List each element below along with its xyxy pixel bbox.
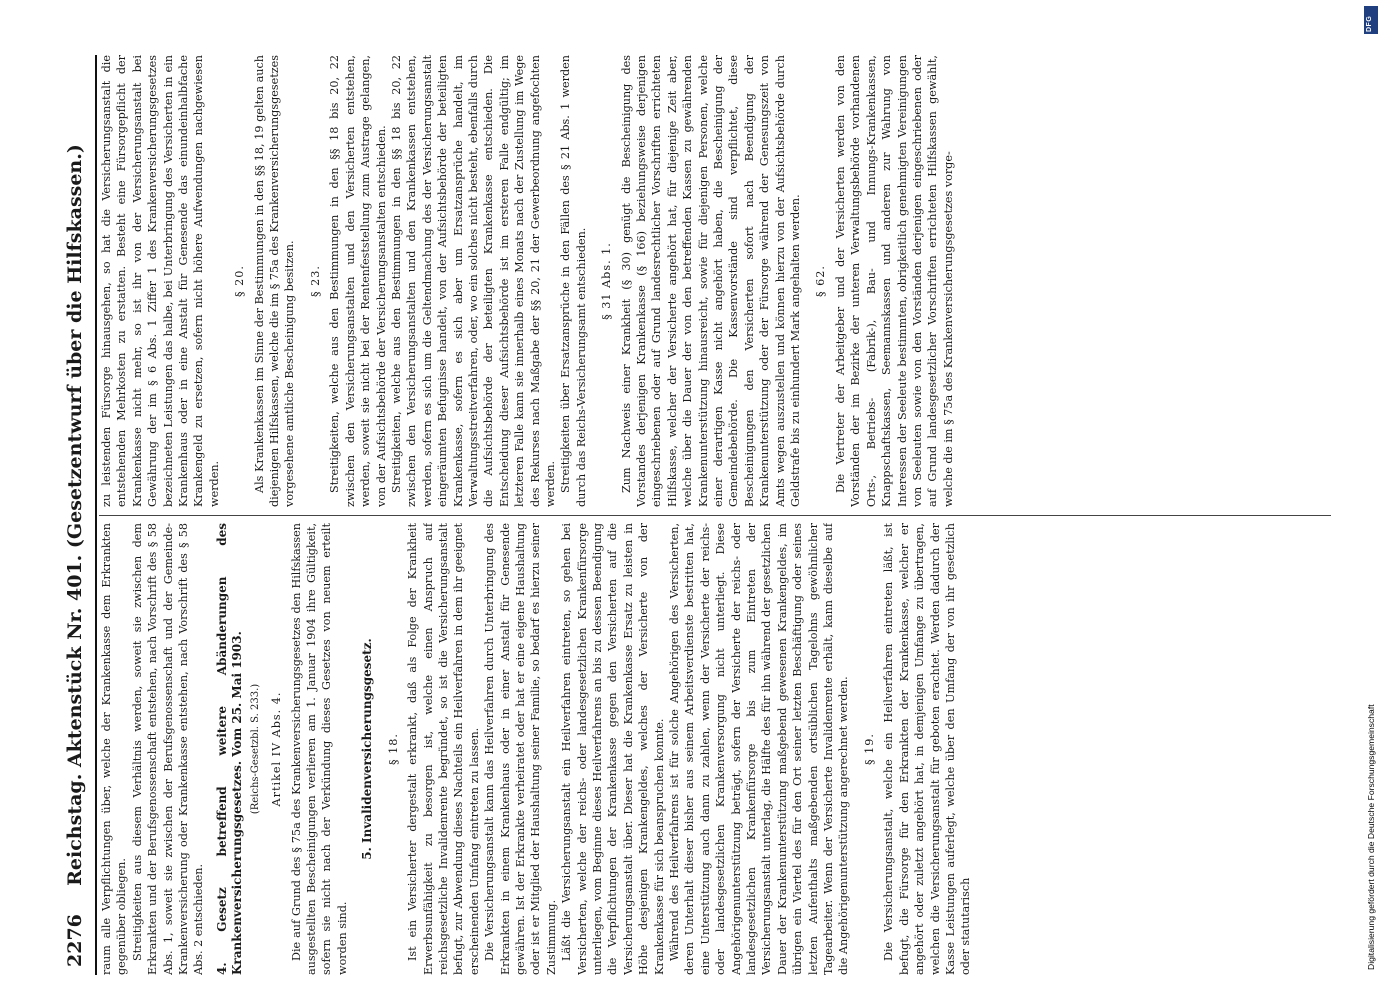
paragraph: Läßt die Versicherungsanstalt ein Heilverfahren eintreten, so gehen bei Versicherten, welche der reichs- oder landesgesetzlichen Krankenfürsorge unterliegen, vom Beginne dieses Heilverfahrens an bis zu dessen Beendigung die Verpflichtungen der Krankenkasse gegen den Versicherten auf die Versicherungsanstalt über. Dieser hat die Krankenkasse Ersatz zu leisten in Höhe desjenigen Krankengeldes, welches der Versicherte von der Krankenkasse für sich beanspruchen konnte. [560, 523, 666, 975]
source-reference: (Reichs-Gesetzbl. S. 233.) [249, 683, 261, 815]
digitization-note-text: Digitalisierung gefördert durch die Deutsche Forschungsgemeinschaft [1366, 704, 1376, 970]
logo-text: DFG [1366, 15, 1373, 32]
paragraph-number: § 23. [308, 265, 322, 297]
rotated-document-page [55, 55, 1335, 975]
right-column [99, 55, 1331, 507]
paragraph-number: § 62. [814, 265, 828, 297]
paragraph: Als Krankenkassen im Sinne der Bestimmungen in den §§ 18, 19 gelten auch diejenigen Hilfskassen, welche die im § 75a des Krankenversicherungsgesetzes vorgesehene amtliche Bescheinigung besitzen. [252, 55, 297, 507]
paragraph-number: § 31 Abs. 1. [600, 242, 614, 320]
paragraph: Zum Nachweis einer Krankheit (§ 30) genügt die Bescheinigung des Vorstandes derjenigen Krankenkasse (§ 166) beziehungsweise derjenigen eingeschriebenen oder auf Grund landesrechtlicher Vorschriften errichteten Hilfskasse, welcher der Versicherte angehört hat, für diejenige Zeit aber, welche über die Dauer der von den betreffenden Kassen zu gewährenden Krankenunterstützung hinausreicht, sowie für diejenigen Personen, welche einer derartigen Kasse nicht angehört haben, die Bescheinigung der Gemeindebehörde. Die Kassenvorstände sind verpflichtet, diese Bescheinigungen den Versicherten sofort nach Beendigung der Krankenunterstützung oder der Fürsorge während der Genesungszeit von Amts wegen auszustellen und können hierzu von der Aufsichtsbehörde durch Geldstrafe bis zu einhundert Mark angehalten werden. [619, 55, 803, 507]
paragraph: Ist ein Versicherter dergestalt erkrankt, daß als Folge der Krankheit Erwerbsunfähigkeit zu besorgen ist, welche einen Anspruch auf reichsgesetzliche Invalidenrente begründet, so ist die Versicherungsanstalt befugt, zur Abwendung dieses Nachteils ein Heilverfahren in dem ihr geeignet erscheinenden Umfang eintreten zu lassen. [406, 523, 481, 975]
text-columns [99, 55, 1331, 975]
section-heading: 5. Invalidenversicherungsgesetz. [360, 638, 375, 860]
paragraph: Die Versicherungsanstalt kann das Heilverfahren durch Unterbringung des Erkrankten in einem Krankenhaus oder in einer Anstalt für Genesende gewähren. Ist der Erkrankte verheiratet oder hat er eine eigene Haushaltung oder ist er Mitglied der Haushaltung seiner Familie, so bedarf es hierzu seiner Zustimmung. [483, 523, 558, 975]
page-number: 2276 [64, 914, 86, 967]
article-heading: Artikel IV Abs. 4. [270, 691, 284, 807]
paragraph-number: § 18. [386, 733, 400, 765]
paragraph: raum alle Verpflichtungen über, welche der Krankenkasse dem Erkrankten gegenüber obliegen. [100, 523, 129, 975]
paragraph: zu leistenden Fürsorge hinausgehen, so hat die Versicherungsanstalt die entstehenden Mehrkosten zu erstatten. Besteht eine Fürsorgepflicht der Krankenkasse nicht mehr, so ist ihr von der Versicherungsanstalt bei Gewährung der im § 6 Abs. 1 Ziffer 1 des Krankenversicherungsgesetzes bezeichneten Leistungen das halbe, bei Unterbringung des Versicherten in ein Krankenhaus oder in eine Anstalt für Genesende das einundeinhalbfache Krankengeld zu ersetzen, sofern nicht höhere Aufwendungen nachgewiesen werden. [100, 55, 221, 507]
dfg-logo [1364, 6, 1378, 34]
paragraph: Während des Heilverfahrens ist für solche Angehörigen des Versicherten, deren Unterhalt dieser bisher aus seinem Arbeitsverdienste bestritten hat, eine Unterstützung auch dann zu zahlen, wenn der Versicherte der reichs- oder landesgesetzlichen Krankenversorgung nicht unterliegt. Diese Angehörigenunterstützung beträgt, sofern der Versicherte der reichs- oder landesgesetzlichen Krankenfürsorge bis zum Eintreten der Versicherungsanstalt unterlag, die Hälfte des für ihn während der gesetzlichen Dauer der Krankenunterstützung maßgebend gewesenen Krankengeldes, im übrigen ein Viertel des für den Ort seiner letzten Beschäftigung oder seines letzten Aufenthalts maßgebenden ortsüblichen Tagelohns gewöhnlicher Tagearbeiter. Wenn der Versicherte Invalidenrente erhält, kann dieselbe auf die Angehörigenunterstützung angerechnet werden. [668, 523, 851, 975]
paragraph: Die Vertreter der Arbeitgeber und der Versicherten werden von den Vorständen der im Bezirke der unteren Verwaltungsbehörde vorhandenen Orts-, Betriebs- (Fabrik-), Bau- und Innungs-Krankenkassen, Knappschaftskassen, Seemannskassen und anderen zur Wahrung von Interessen der Seeleute bestimmten, obrigkeitlich genehmigten Vereinigungen von Seeleuten sowie von den Vorständen derjenigen eingeschriebenen oder auf Grund landesgesetzlicher Vorschriften errichteten Hilfskassen gewählt, welche die im § 75a des Krankenversicherungsgesetzes vorge- [833, 55, 955, 507]
column-divider [99, 515, 1331, 516]
paragraph: Streitigkeiten aus diesem Verhältnis werden, soweit sie zwischen dem Erkrankten und der Berufsgenossenschaft entstehen, nach Vorschrift des § 58 Abs. 1, soweit sie zwischen der Berufsgenossenschaft und der Gemeinde-Krankenversicherung oder Krankenkasse entstehen, nach Vorschrift des § 58 Abs. 2 entschieden. [130, 523, 206, 975]
paragraph: Streitigkeiten über Ersatzansprüche in den Fällen des § 21 Abs. 1 werden durch das Reichs-Versicherungsamt entschieden. [559, 55, 588, 507]
page-title: Reichstag. Aktenstück Nr. 401. (Gesetzentwurf über die Hilfskassen.) [64, 144, 86, 886]
paragraph: Die auf Grund des § 75a des Krankenversicherungsgesetzes den Hilfskassen ausgestellten Bescheinigungen verlieren am 1. Januar 1904 ihre Gültigkeit, sofern sie nicht nach der Verkündung dieses Gesetzes von neuem erteilt worden sind. [289, 523, 349, 975]
left-column [99, 523, 1331, 975]
paragraph-number: § 20. [233, 265, 247, 297]
paragraph: Streitigkeiten, welche aus den Bestimmungen in den §§ 18 bis 20, 22 zwischen den Versicherungsanstalten und den Versicherten entstehen, werden, soweit sie nicht bei der Rentenfeststellung zum Austrage gelangen, von der Aufsichtsbehörde der Versicherungsanstalten entschieden. [328, 55, 388, 507]
paragraph: Die Versicherungsanstalt, welche ein Heilverfahren eintreten läßt, ist befugt, die Fürsorge für den Erkrankten der Krankenkasse, welcher er angehört oder zuletzt angehört hat, in demjenigen Umfange zu übertragen, welchen die Versicherungsanstalt für geboten erachtet. Werden dadurch der Kasse Leistungen auferlegt, welche über den Umfang der von ihr gesetzlich oder statutarisch [882, 523, 973, 975]
section-heading: 4. Gesetz betreffend weitere Abänderungen des Krankenversicherungsgesetzes. Vom 25. Mai 1903. [214, 523, 244, 975]
paragraph-number: § 19. [862, 733, 876, 765]
page-header [55, 55, 97, 975]
paragraph: Streitigkeiten, welche aus den Bestimmungen in den §§ 18 bis 20, 22 zwischen den Versicherungsanstalten und den Krankenkassen entstehen, werden, sofern es sich um die Geltendmachung des der Versicherungsanstalt eingeräumten Befugnisse handelt, von der Aufsichtsbehörde der beteiligten Krankenkasse, sofern es sich aber um Ersatzansprüche handelt, im Verwaltungsstreitverfahren, oder, wo ein solches nicht besteht, ebenfalls durch die Aufsichtsbehörde der beteiligten Krankenkasse entschieden. Die Entscheidung dieser Aufsichtsbehörde ist im ersteren Falle endgültig; im letzteren Falle kann sie innerhalb eines Monats nach der Zustellung im Wege des Rekurses nach Maßgabe der §§ 20, 21 der Gewerbeordnung angefochten werden. [389, 55, 557, 507]
